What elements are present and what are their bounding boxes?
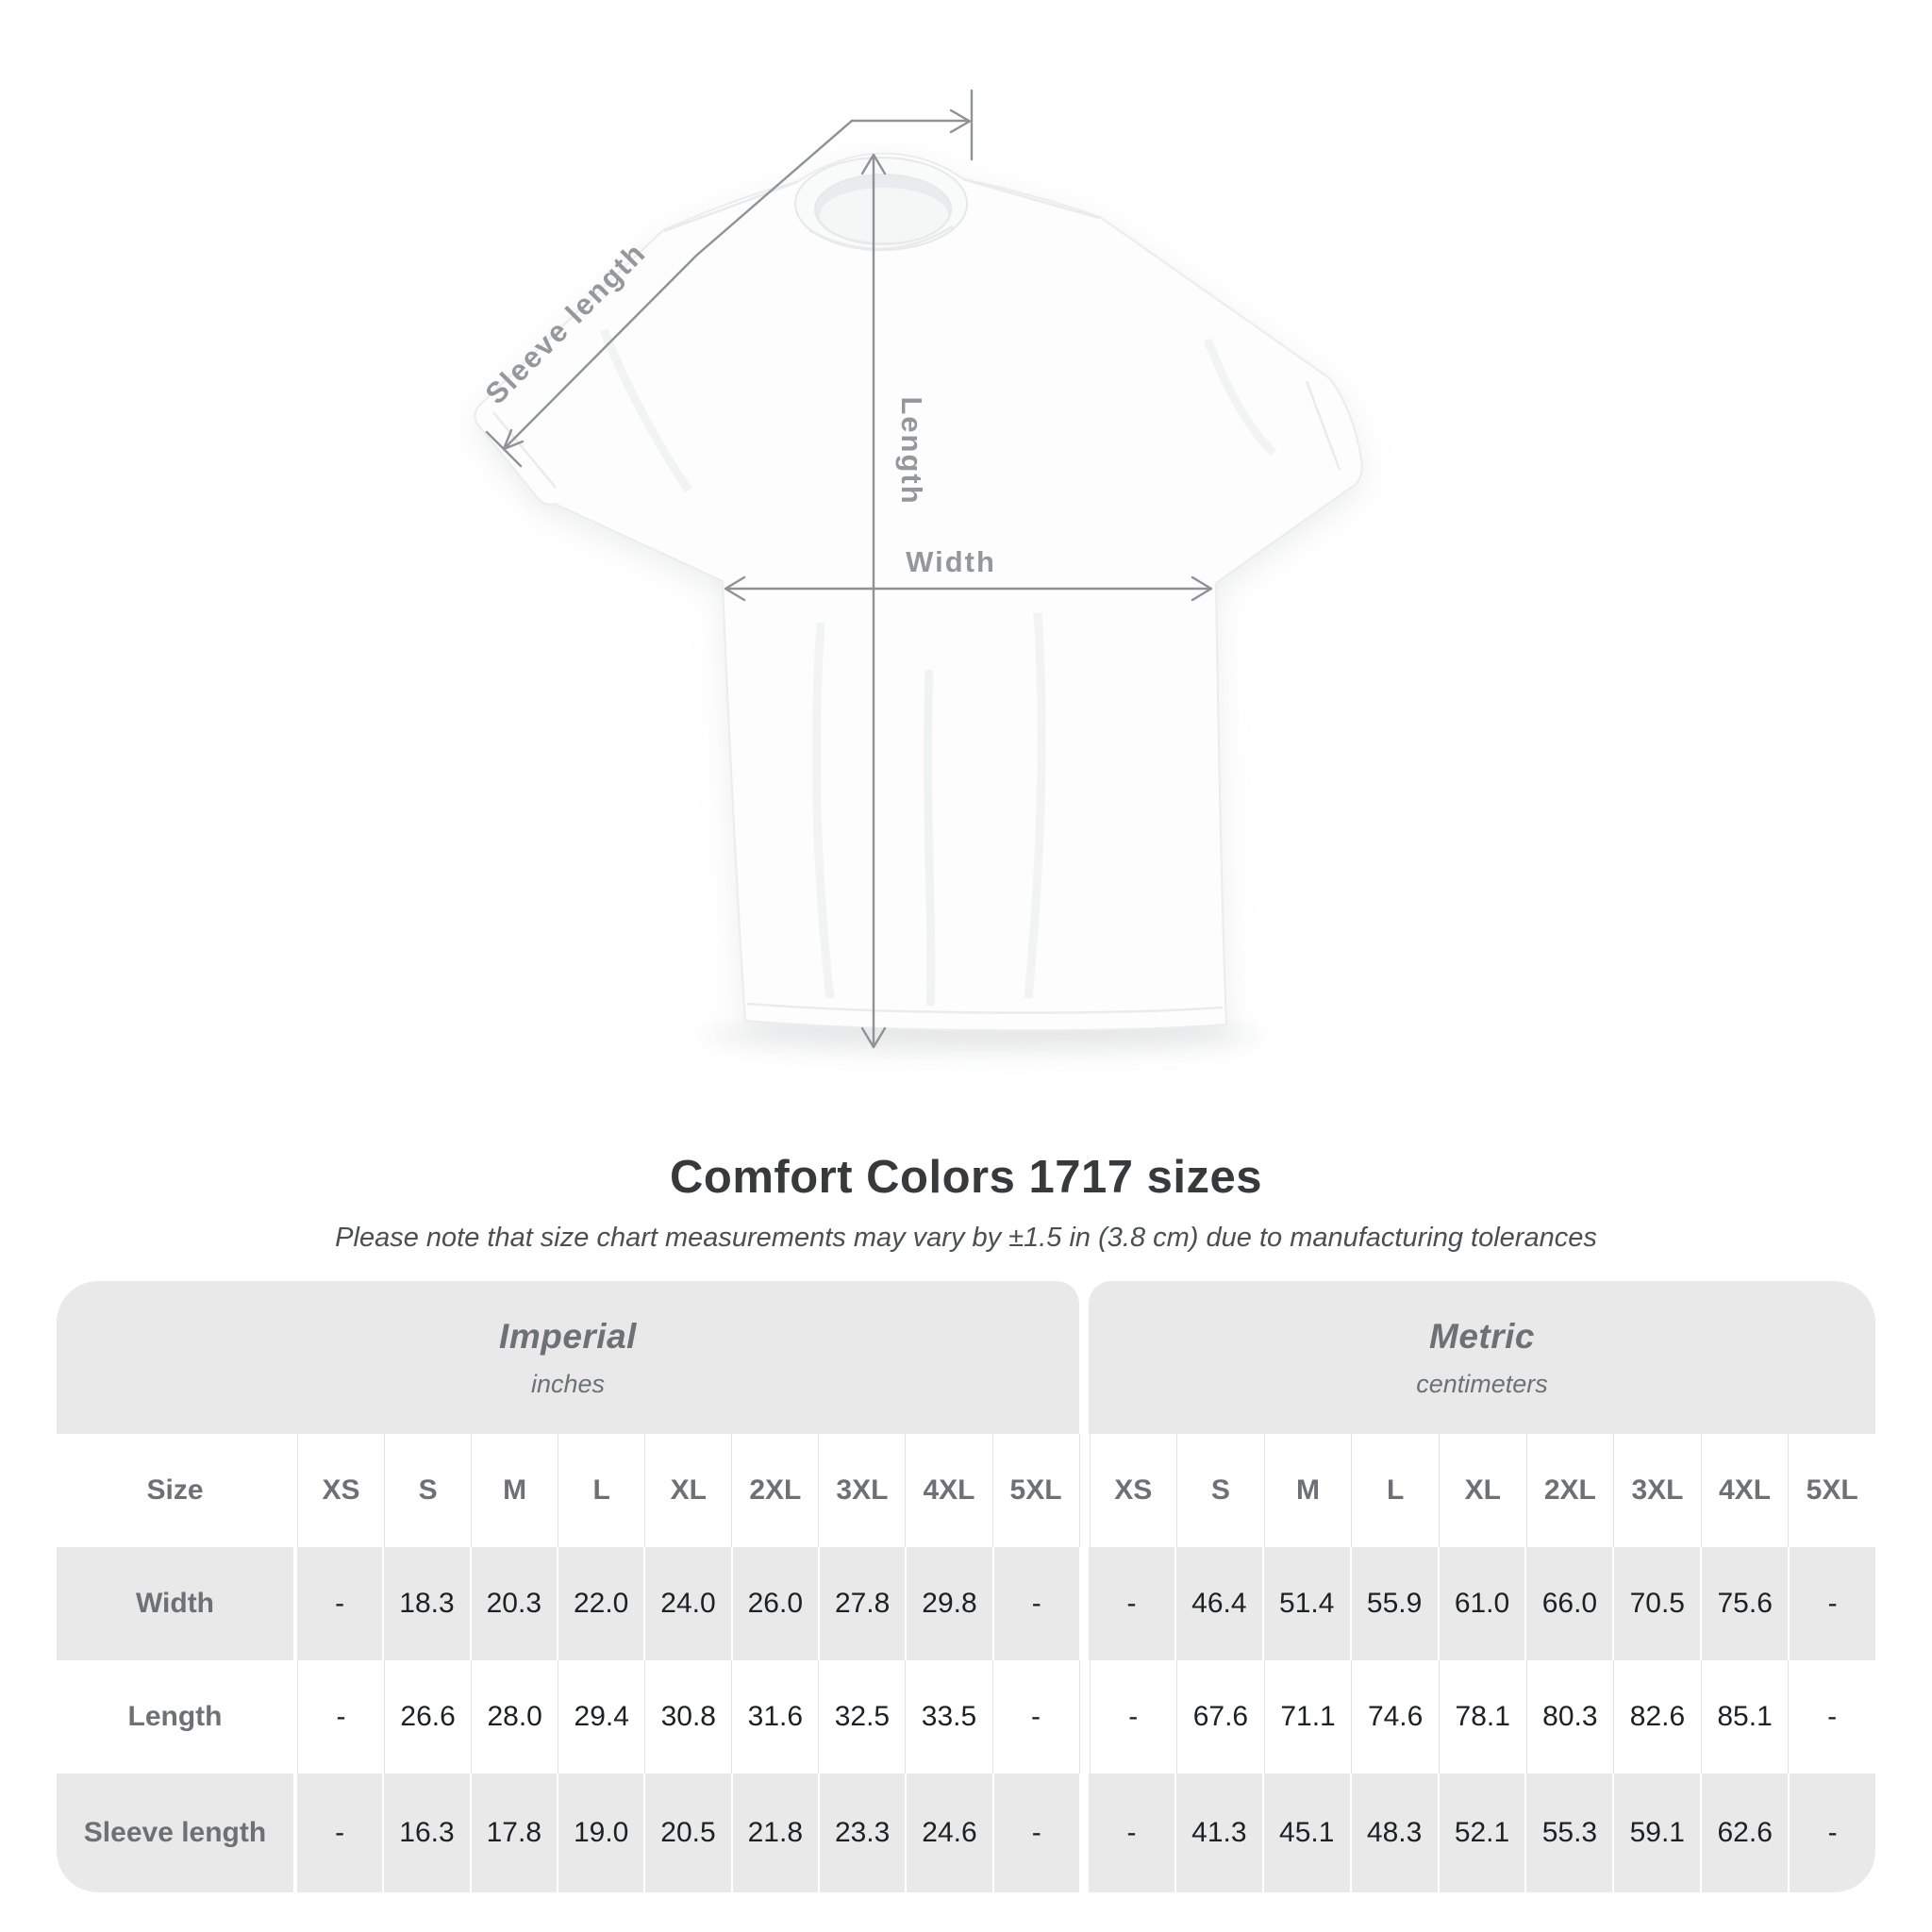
- imperial-size-headers: [297, 1434, 1080, 1547]
- size-column-header: XL: [1439, 1434, 1526, 1547]
- size-column-header: 5XL: [992, 1434, 1079, 1547]
- size-header-row: [57, 1434, 1875, 1547]
- measurement-value: 70.5: [1612, 1547, 1700, 1660]
- size-column-header: XL: [644, 1434, 731, 1547]
- size-column-header: S: [1176, 1434, 1264, 1547]
- measurement-value: 20.5: [643, 1774, 730, 1892]
- size-column-header: XS: [298, 1434, 384, 1547]
- tolerance-note: Please note that size chart measurements may vary by ±1.5 in (3.8 cm) due to manufacturing tolerances: [335, 1223, 1597, 1253]
- measurement-value: 78.1: [1439, 1660, 1526, 1774]
- measurement-value: 51.4: [1262, 1547, 1350, 1660]
- measurement-value: 52.1: [1438, 1774, 1525, 1892]
- measurement-value: -: [298, 1660, 384, 1774]
- measurement-value: -: [992, 1774, 1079, 1892]
- measurement-value: 85.1: [1701, 1660, 1789, 1774]
- page-title: Comfort Colors 1717 sizes: [670, 1152, 1262, 1203]
- metric-section-header: [1089, 1281, 1875, 1434]
- size-column-header: M: [471, 1434, 558, 1547]
- sleeve-imperial-values: [297, 1774, 1079, 1892]
- size-column-header: 3XL: [818, 1434, 905, 1547]
- imperial-unit: inches: [530, 1369, 606, 1398]
- sleeve-length-label: Sleeve length: [478, 236, 653, 411]
- length-metric-values: [1090, 1660, 1876, 1774]
- measurement-value: 18.3: [382, 1547, 469, 1660]
- measurement-value: 66.0: [1524, 1547, 1612, 1660]
- size-column-header: 4XL: [1701, 1434, 1789, 1547]
- measurement-value: -: [297, 1547, 382, 1660]
- measurement-value: -: [1788, 1660, 1875, 1774]
- measurement-value: 19.0: [557, 1774, 643, 1892]
- measurement-value: 41.3: [1174, 1774, 1262, 1892]
- measurement-value: 62.6: [1700, 1774, 1788, 1892]
- width-label: Width: [906, 545, 996, 578]
- measurement-value: 67.6: [1176, 1660, 1264, 1774]
- measurement-value: -: [297, 1774, 382, 1892]
- measurement-value: -: [992, 1547, 1079, 1660]
- size-column-header: 2XL: [731, 1434, 818, 1547]
- sleeve-length-row: [57, 1774, 1875, 1892]
- measurement-value: -: [1089, 1547, 1174, 1660]
- imperial-section-header: [57, 1281, 1079, 1434]
- measurement-value: 26.6: [384, 1660, 471, 1774]
- measurement-value: 28.0: [471, 1660, 558, 1774]
- measurement-value: 61.0: [1438, 1547, 1525, 1660]
- section-gap: [1080, 1660, 1090, 1774]
- measurement-value: 80.3: [1526, 1660, 1614, 1774]
- size-column-header: XS: [1091, 1434, 1177, 1547]
- section-gap: [1079, 1281, 1089, 1434]
- measurement-value: 26.0: [731, 1547, 818, 1660]
- size-column-header: L: [558, 1434, 644, 1547]
- measurement-value: 55.9: [1350, 1547, 1438, 1660]
- measurement-value: 23.3: [818, 1774, 905, 1892]
- measurement-value: -: [1091, 1660, 1177, 1774]
- metric-title: Metric: [1429, 1316, 1535, 1356]
- measurement-value: 59.1: [1612, 1774, 1700, 1892]
- metric-unit: centimeters: [1416, 1369, 1548, 1398]
- row-label: Width: [57, 1547, 293, 1660]
- measurement-value: -: [992, 1660, 1079, 1774]
- measurement-value: 82.6: [1613, 1660, 1701, 1774]
- width-row: [57, 1547, 1875, 1660]
- measurement-value: -: [1788, 1774, 1875, 1892]
- row-label: Sleeve length: [57, 1774, 293, 1892]
- measurement-value: -: [1788, 1547, 1875, 1660]
- section-gap: [1080, 1434, 1090, 1547]
- measurement-value: 46.4: [1174, 1547, 1262, 1660]
- measurement-value: 21.8: [731, 1774, 818, 1892]
- measurement-value: 45.1: [1262, 1774, 1350, 1892]
- measurement-value: 16.3: [382, 1774, 469, 1892]
- size-column-header: 4XL: [905, 1434, 991, 1547]
- measurement-value: 24.6: [905, 1774, 991, 1892]
- size-column-header: S: [384, 1434, 471, 1547]
- section-gap: [1079, 1547, 1089, 1660]
- size-column-header: M: [1264, 1434, 1352, 1547]
- measurement-value: 32.5: [818, 1660, 905, 1774]
- collar: [795, 158, 967, 250]
- measurement-value: 71.1: [1264, 1660, 1352, 1774]
- sleeve-metric-values: [1089, 1774, 1875, 1892]
- length-label: Length: [895, 396, 928, 506]
- measurement-value: 27.8: [818, 1547, 905, 1660]
- width-metric-values: [1089, 1547, 1875, 1660]
- section-gap: [1079, 1774, 1089, 1892]
- measurement-value: 55.3: [1524, 1774, 1612, 1892]
- measurement-value: 29.8: [905, 1547, 991, 1660]
- unit-header-row: [57, 1281, 1875, 1434]
- metric-size-headers: [1090, 1434, 1876, 1547]
- size-table: [57, 1281, 1875, 1892]
- measurement-value: -: [1089, 1774, 1174, 1892]
- row-label: Length: [57, 1660, 293, 1774]
- measurement-value: 30.8: [644, 1660, 731, 1774]
- size-column-header: 2XL: [1526, 1434, 1614, 1547]
- size-header-label: Size: [57, 1434, 293, 1547]
- size-column-header: L: [1351, 1434, 1439, 1547]
- measurement-value: 24.0: [643, 1547, 730, 1660]
- length-row: [57, 1660, 1875, 1774]
- measurement-value: 31.6: [731, 1660, 818, 1774]
- measurement-value: 33.5: [905, 1660, 991, 1774]
- length-imperial-values: [297, 1660, 1080, 1774]
- imperial-title: Imperial: [499, 1316, 637, 1356]
- measurement-value: 17.8: [470, 1774, 557, 1892]
- size-column-header: 3XL: [1613, 1434, 1701, 1547]
- measurement-value: 48.3: [1350, 1774, 1438, 1892]
- width-imperial-values: [297, 1547, 1079, 1660]
- measurement-value: 20.3: [470, 1547, 557, 1660]
- measurement-value: 74.6: [1351, 1660, 1439, 1774]
- measurement-value: 29.4: [558, 1660, 644, 1774]
- size-column-header: 5XL: [1788, 1434, 1875, 1547]
- measurement-value: 75.6: [1700, 1547, 1788, 1660]
- measurement-value: 22.0: [557, 1547, 643, 1660]
